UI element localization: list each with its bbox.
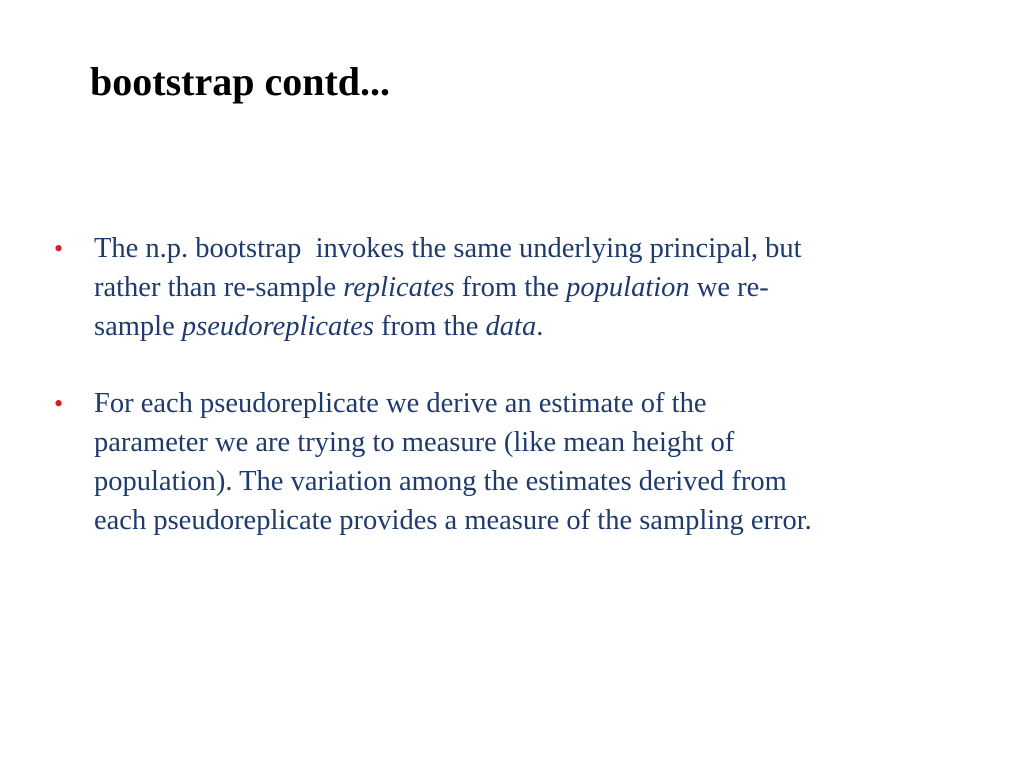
text-run: from the: [454, 272, 567, 303]
emphasis-pseudoreplicates: pseudoreplicates: [181, 311, 374, 342]
bullet-line: [94, 462, 952, 501]
text-run: The n.p. bootstrap invokes the same underlying principal, but: [94, 233, 802, 264]
bullet-line: [94, 423, 952, 462]
bullet-line: [94, 268, 952, 307]
text-run: population). The variation among the estimates derived from: [94, 466, 787, 497]
emphasis-data: data: [485, 311, 537, 342]
text-run: from the: [373, 311, 486, 342]
text-run: we re-: [689, 272, 769, 303]
bullet-line: [94, 307, 952, 346]
text-run: sample: [94, 311, 182, 342]
bullet-marker: •: [54, 389, 64, 418]
bullet-item-resampling: [52, 229, 952, 346]
text-run: rather than re-sample: [94, 272, 344, 303]
emphasis-population: population: [566, 272, 690, 303]
bullet-marker: •: [54, 234, 64, 263]
text-run: .: [536, 311, 544, 342]
slide-title: bootstrap contd...: [90, 59, 391, 104]
text-run: For each pseudoreplicate we derive an estimate of the: [94, 388, 707, 419]
text-run: each pseudoreplicate provides a measure of the sampling error.: [94, 505, 812, 536]
bullet-line: [94, 501, 952, 540]
bullet-item-estimates: [52, 384, 952, 540]
bullet-list: [52, 229, 952, 540]
emphasis-replicates: replicates: [343, 272, 455, 303]
text-run: parameter we are trying to measure (like mean height of: [94, 427, 735, 458]
bullet-line: [94, 229, 952, 268]
bullet-line: [94, 384, 952, 423]
